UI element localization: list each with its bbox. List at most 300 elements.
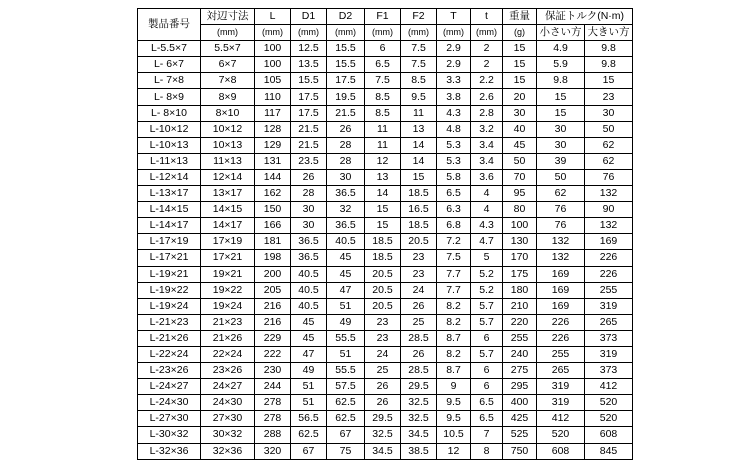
cell-t: 6.5 — [471, 411, 503, 427]
cell-F2: 26 — [401, 298, 437, 314]
cell-L: 100 — [255, 41, 291, 57]
cell-weight: 255 — [503, 330, 537, 346]
table-row — [138, 202, 633, 218]
cell-F2: 18.5 — [401, 186, 437, 202]
cell-F2: 26 — [401, 346, 437, 362]
table-row — [138, 330, 633, 346]
cell-F1: 23 — [365, 330, 401, 346]
cell-T: 8.2 — [437, 314, 471, 330]
cell-across-flats: 6×7 — [201, 57, 255, 73]
cell-F1: 34.5 — [365, 443, 401, 459]
cell-t: 5.7 — [471, 298, 503, 314]
cell-F1: 18.5 — [365, 234, 401, 250]
cell-model: L-24×27 — [138, 379, 201, 395]
cell-model: L- 7×8 — [138, 73, 201, 89]
cell-D2: 15.5 — [327, 57, 365, 73]
cell-weight: 210 — [503, 298, 537, 314]
cell-T: 12 — [437, 443, 471, 459]
cell-torque-small: 608 — [537, 443, 585, 459]
cell-t: 5.2 — [471, 282, 503, 298]
cell-D2: 75 — [327, 443, 365, 459]
cell-model: L-23×26 — [138, 363, 201, 379]
cell-D2: 32 — [327, 202, 365, 218]
cell-L: 320 — [255, 443, 291, 459]
cell-D1: 17.5 — [291, 105, 327, 121]
cell-T: 8.7 — [437, 363, 471, 379]
cell-across-flats: 30×32 — [201, 427, 255, 443]
cell-D2: 19.5 — [327, 89, 365, 105]
cell-F2: 7.5 — [401, 41, 437, 57]
cell-F2: 38.5 — [401, 443, 437, 459]
table-header-row-secondary — [138, 25, 633, 41]
cell-L: 166 — [255, 218, 291, 234]
table-body — [138, 41, 633, 459]
cell-weight: 275 — [503, 363, 537, 379]
cell-L: 131 — [255, 153, 291, 169]
cell-F1: 25 — [365, 363, 401, 379]
cell-D2: 26 — [327, 121, 365, 137]
cell-D2: 51 — [327, 298, 365, 314]
cell-torque-large: 412 — [585, 379, 633, 395]
cell-D2: 47 — [327, 282, 365, 298]
cell-F1: 20.5 — [365, 298, 401, 314]
cell-L: 216 — [255, 314, 291, 330]
cell-torque-small: 5.9 — [537, 57, 585, 73]
cell-model: L-17×21 — [138, 250, 201, 266]
cell-torque-small: 132 — [537, 234, 585, 250]
cell-T: 7.2 — [437, 234, 471, 250]
cell-L: 129 — [255, 137, 291, 153]
cell-weight: 20 — [503, 89, 537, 105]
table-row — [138, 298, 633, 314]
cell-D2: 45 — [327, 266, 365, 282]
table-row — [138, 169, 633, 185]
cell-D1: 67 — [291, 443, 327, 459]
cell-torque-small: 76 — [537, 202, 585, 218]
cell-D1: 21.5 — [291, 137, 327, 153]
cell-across-flats: 32×36 — [201, 443, 255, 459]
cell-D1: 40.5 — [291, 266, 327, 282]
cell-F1: 11 — [365, 137, 401, 153]
cell-torque-small: 30 — [537, 137, 585, 153]
cell-weight: 425 — [503, 411, 537, 427]
cell-D2: 49 — [327, 314, 365, 330]
cell-T: 4.8 — [437, 121, 471, 137]
cell-L: 200 — [255, 266, 291, 282]
cell-torque-small: 39 — [537, 153, 585, 169]
table-row — [138, 346, 633, 362]
table-row — [138, 41, 633, 57]
cell-torque-large: 132 — [585, 186, 633, 202]
cell-F2: 24 — [401, 282, 437, 298]
cell-D1: 40.5 — [291, 298, 327, 314]
cell-torque-large: 255 — [585, 282, 633, 298]
cell-F1: 6 — [365, 41, 401, 57]
cell-torque-large: 132 — [585, 218, 633, 234]
cell-F1: 13 — [365, 169, 401, 185]
header-torque-group: 保証トルク(N·m) — [537, 9, 633, 25]
cell-F1: 11 — [365, 121, 401, 137]
cell-torque-large: 169 — [585, 234, 633, 250]
cell-model: L-30×32 — [138, 427, 201, 443]
cell-model: L-27×30 — [138, 411, 201, 427]
cell-across-flats: 23×26 — [201, 363, 255, 379]
cell-torque-small: 412 — [537, 411, 585, 427]
cell-T: 9.5 — [437, 395, 471, 411]
wrench-specification-table — [137, 8, 633, 460]
cell-weight: 50 — [503, 153, 537, 169]
cell-torque-large: 30 — [585, 105, 633, 121]
cell-D1: 21.5 — [291, 121, 327, 137]
header-t-unit: (mm) — [471, 25, 503, 41]
cell-F2: 25 — [401, 314, 437, 330]
cell-torque-small: 4.9 — [537, 41, 585, 57]
cell-T: 2.9 — [437, 57, 471, 73]
cell-D1: 13.5 — [291, 57, 327, 73]
cell-F2: 9.5 — [401, 89, 437, 105]
cell-F2: 34.5 — [401, 427, 437, 443]
cell-across-flats: 8×9 — [201, 89, 255, 105]
cell-torque-small: 319 — [537, 395, 585, 411]
header-weight-unit: (g) — [503, 25, 537, 41]
cell-D2: 62.5 — [327, 395, 365, 411]
cell-torque-large: 520 — [585, 395, 633, 411]
cell-F1: 32.5 — [365, 427, 401, 443]
cell-weight: 80 — [503, 202, 537, 218]
cell-model: L-13×17 — [138, 186, 201, 202]
header-L-unit: (mm) — [255, 25, 291, 41]
table-row — [138, 153, 633, 169]
cell-weight: 175 — [503, 266, 537, 282]
header-D2-unit: (mm) — [327, 25, 365, 41]
cell-torque-large: 520 — [585, 411, 633, 427]
cell-model: L-22×24 — [138, 346, 201, 362]
cell-torque-large: 845 — [585, 443, 633, 459]
cell-t: 6 — [471, 330, 503, 346]
cell-torque-small: 30 — [537, 121, 585, 137]
cell-F2: 28.5 — [401, 330, 437, 346]
cell-F2: 18.5 — [401, 218, 437, 234]
header-D2: D2 — [327, 9, 365, 25]
cell-torque-small: 15 — [537, 89, 585, 105]
cell-L: 244 — [255, 379, 291, 395]
cell-weight: 525 — [503, 427, 537, 443]
cell-T: 3.8 — [437, 89, 471, 105]
cell-across-flats: 19×22 — [201, 282, 255, 298]
cell-F2: 13 — [401, 121, 437, 137]
header-T-unit: (mm) — [437, 25, 471, 41]
cell-T: 2.9 — [437, 41, 471, 57]
header-model: 製品番号 — [138, 9, 201, 41]
cell-T: 8.2 — [437, 346, 471, 362]
cell-torque-large: 62 — [585, 137, 633, 153]
cell-torque-small: 169 — [537, 266, 585, 282]
table-row — [138, 121, 633, 137]
cell-torque-large: 50 — [585, 121, 633, 137]
cell-F2: 23 — [401, 250, 437, 266]
cell-F2: 29.5 — [401, 379, 437, 395]
cell-D2: 45 — [327, 250, 365, 266]
cell-L: 222 — [255, 346, 291, 362]
header-F2: F2 — [401, 9, 437, 25]
cell-t: 5.7 — [471, 314, 503, 330]
cell-torque-small: 265 — [537, 363, 585, 379]
cell-D1: 23.5 — [291, 153, 327, 169]
cell-model: L-19×22 — [138, 282, 201, 298]
cell-weight: 180 — [503, 282, 537, 298]
cell-T: 5.8 — [437, 169, 471, 185]
cell-F1: 24 — [365, 346, 401, 362]
cell-T: 5.3 — [437, 137, 471, 153]
cell-torque-large: 90 — [585, 202, 633, 218]
cell-t: 3.4 — [471, 137, 503, 153]
table-header-row-primary — [138, 9, 633, 25]
cell-L: 230 — [255, 363, 291, 379]
cell-L: 288 — [255, 427, 291, 443]
cell-torque-large: 62 — [585, 153, 633, 169]
table-row — [138, 379, 633, 395]
cell-T: 7.7 — [437, 282, 471, 298]
cell-D2: 15.5 — [327, 41, 365, 57]
cell-model: L-21×23 — [138, 314, 201, 330]
cell-model: L-19×21 — [138, 266, 201, 282]
cell-t: 3.2 — [471, 121, 503, 137]
cell-t: 2.8 — [471, 105, 503, 121]
table-row — [138, 250, 633, 266]
cell-F2: 8.5 — [401, 73, 437, 89]
cell-weight: 30 — [503, 105, 537, 121]
cell-F1: 29.5 — [365, 411, 401, 427]
cell-across-flats: 11×13 — [201, 153, 255, 169]
cell-across-flats: 17×19 — [201, 234, 255, 250]
cell-weight: 100 — [503, 218, 537, 234]
header-F1: F1 — [365, 9, 401, 25]
cell-F1: 15 — [365, 218, 401, 234]
cell-t: 4.7 — [471, 234, 503, 250]
cell-weight: 130 — [503, 234, 537, 250]
cell-L: 229 — [255, 330, 291, 346]
cell-D1: 36.5 — [291, 250, 327, 266]
cell-D2: 21.5 — [327, 105, 365, 121]
cell-torque-small: 226 — [537, 330, 585, 346]
cell-model: L-24×30 — [138, 395, 201, 411]
table-row — [138, 137, 633, 153]
cell-D1: 45 — [291, 330, 327, 346]
cell-t: 6 — [471, 379, 503, 395]
cell-F1: 12 — [365, 153, 401, 169]
cell-t: 2.2 — [471, 73, 503, 89]
cell-model: L-11×13 — [138, 153, 201, 169]
cell-D1: 30 — [291, 202, 327, 218]
cell-D1: 47 — [291, 346, 327, 362]
header-F2-unit: (mm) — [401, 25, 437, 41]
cell-across-flats: 24×30 — [201, 395, 255, 411]
header-D1: D1 — [291, 9, 327, 25]
cell-t: 6.5 — [471, 395, 503, 411]
cell-D1: 45 — [291, 314, 327, 330]
cell-across-flats: 10×13 — [201, 137, 255, 153]
cell-across-flats: 19×21 — [201, 266, 255, 282]
cell-T: 7.5 — [437, 250, 471, 266]
cell-F2: 14 — [401, 153, 437, 169]
cell-D2: 36.5 — [327, 218, 365, 234]
table-row — [138, 89, 633, 105]
cell-D1: 36.5 — [291, 234, 327, 250]
cell-F1: 26 — [365, 395, 401, 411]
cell-torque-small: 520 — [537, 427, 585, 443]
header-T: T — [437, 9, 471, 25]
cell-D1: 17.5 — [291, 89, 327, 105]
cell-torque-small: 50 — [537, 169, 585, 185]
cell-T: 10.5 — [437, 427, 471, 443]
cell-F2: 32.5 — [401, 411, 437, 427]
cell-weight: 15 — [503, 41, 537, 57]
cell-torque-small: 169 — [537, 282, 585, 298]
cell-weight: 400 — [503, 395, 537, 411]
cell-F2: 11 — [401, 105, 437, 121]
cell-model: L-32×36 — [138, 443, 201, 459]
cell-weight: 95 — [503, 186, 537, 202]
cell-D1: 56.5 — [291, 411, 327, 427]
cell-D1: 40.5 — [291, 282, 327, 298]
cell-model: L-19×24 — [138, 298, 201, 314]
cell-t: 4.3 — [471, 218, 503, 234]
cell-F2: 28.5 — [401, 363, 437, 379]
cell-F2: 7.5 — [401, 57, 437, 73]
cell-T: 5.3 — [437, 153, 471, 169]
cell-F2: 20.5 — [401, 234, 437, 250]
cell-t: 2 — [471, 57, 503, 73]
cell-across-flats: 12×14 — [201, 169, 255, 185]
cell-weight: 220 — [503, 314, 537, 330]
cell-model: L-17×19 — [138, 234, 201, 250]
cell-T: 3.3 — [437, 73, 471, 89]
cell-model: L- 8×10 — [138, 105, 201, 121]
cell-weight: 15 — [503, 73, 537, 89]
cell-weight: 15 — [503, 57, 537, 73]
cell-t: 4 — [471, 202, 503, 218]
cell-across-flats: 27×30 — [201, 411, 255, 427]
cell-weight: 240 — [503, 346, 537, 362]
cell-torque-large: 319 — [585, 298, 633, 314]
cell-across-flats: 7×8 — [201, 73, 255, 89]
cell-across-flats: 10×12 — [201, 121, 255, 137]
cell-t: 2.6 — [471, 89, 503, 105]
cell-D1: 49 — [291, 363, 327, 379]
cell-T: 6.3 — [437, 202, 471, 218]
cell-L: 110 — [255, 89, 291, 105]
cell-torque-large: 265 — [585, 314, 633, 330]
cell-model: L-12×14 — [138, 169, 201, 185]
cell-F1: 6.5 — [365, 57, 401, 73]
table-row — [138, 411, 633, 427]
cell-T: 7.7 — [437, 266, 471, 282]
cell-F1: 20.5 — [365, 282, 401, 298]
cell-model: L-10×12 — [138, 121, 201, 137]
table-row — [138, 186, 633, 202]
cell-T: 4.3 — [437, 105, 471, 121]
cell-model: L-10×13 — [138, 137, 201, 153]
cell-D1: 26 — [291, 169, 327, 185]
cell-D2: 55.5 — [327, 363, 365, 379]
table-row — [138, 105, 633, 121]
cell-t: 4 — [471, 186, 503, 202]
cell-D2: 28 — [327, 153, 365, 169]
cell-across-flats: 14×15 — [201, 202, 255, 218]
table-row — [138, 443, 633, 459]
header-across-flats-unit: (mm) — [201, 25, 255, 41]
cell-across-flats: 21×26 — [201, 330, 255, 346]
header-D1-unit: (mm) — [291, 25, 327, 41]
cell-model: L-21×26 — [138, 330, 201, 346]
cell-F1: 23 — [365, 314, 401, 330]
cell-D1: 12.5 — [291, 41, 327, 57]
cell-D2: 51 — [327, 346, 365, 362]
cell-t: 2 — [471, 41, 503, 57]
table-row — [138, 427, 633, 443]
cell-F1: 7.5 — [365, 73, 401, 89]
cell-torque-large: 15 — [585, 73, 633, 89]
cell-L: 278 — [255, 411, 291, 427]
cell-torque-large: 23 — [585, 89, 633, 105]
cell-L: 100 — [255, 57, 291, 73]
cell-t: 7 — [471, 427, 503, 443]
cell-T: 6.8 — [437, 218, 471, 234]
cell-across-flats: 5.5×7 — [201, 41, 255, 57]
cell-torque-large: 76 — [585, 169, 633, 185]
cell-torque-small: 76 — [537, 218, 585, 234]
cell-across-flats: 22×24 — [201, 346, 255, 362]
cell-torque-large: 608 — [585, 427, 633, 443]
cell-F1: 14 — [365, 186, 401, 202]
cell-t: 5 — [471, 250, 503, 266]
cell-D1: 62.5 — [291, 427, 327, 443]
cell-t: 6 — [471, 363, 503, 379]
cell-F1: 8.5 — [365, 105, 401, 121]
cell-D2: 17.5 — [327, 73, 365, 89]
cell-T: 8.7 — [437, 330, 471, 346]
cell-F1: 18.5 — [365, 250, 401, 266]
cell-torque-large: 226 — [585, 266, 633, 282]
table-row — [138, 234, 633, 250]
cell-D1: 15.5 — [291, 73, 327, 89]
cell-torque-small: 15 — [537, 105, 585, 121]
header-torque-small: 小さい方 — [537, 25, 585, 41]
cell-weight: 45 — [503, 137, 537, 153]
cell-L: 216 — [255, 298, 291, 314]
cell-D2: 55.5 — [327, 330, 365, 346]
cell-F2: 15 — [401, 169, 437, 185]
cell-D1: 30 — [291, 218, 327, 234]
cell-weight: 70 — [503, 169, 537, 185]
cell-torque-small: 226 — [537, 314, 585, 330]
table-row — [138, 395, 633, 411]
cell-D2: 28 — [327, 137, 365, 153]
header-across-flats: 対辺寸法 — [201, 9, 255, 25]
cell-t: 5.7 — [471, 346, 503, 362]
cell-across-flats: 19×24 — [201, 298, 255, 314]
cell-across-flats: 8×10 — [201, 105, 255, 121]
cell-torque-large: 373 — [585, 363, 633, 379]
cell-weight: 750 — [503, 443, 537, 459]
table-row — [138, 57, 633, 73]
table-row — [138, 363, 633, 379]
cell-F1: 20.5 — [365, 266, 401, 282]
cell-D2: 36.5 — [327, 186, 365, 202]
cell-weight: 295 — [503, 379, 537, 395]
cell-F2: 16.5 — [401, 202, 437, 218]
cell-D1: 51 — [291, 379, 327, 395]
